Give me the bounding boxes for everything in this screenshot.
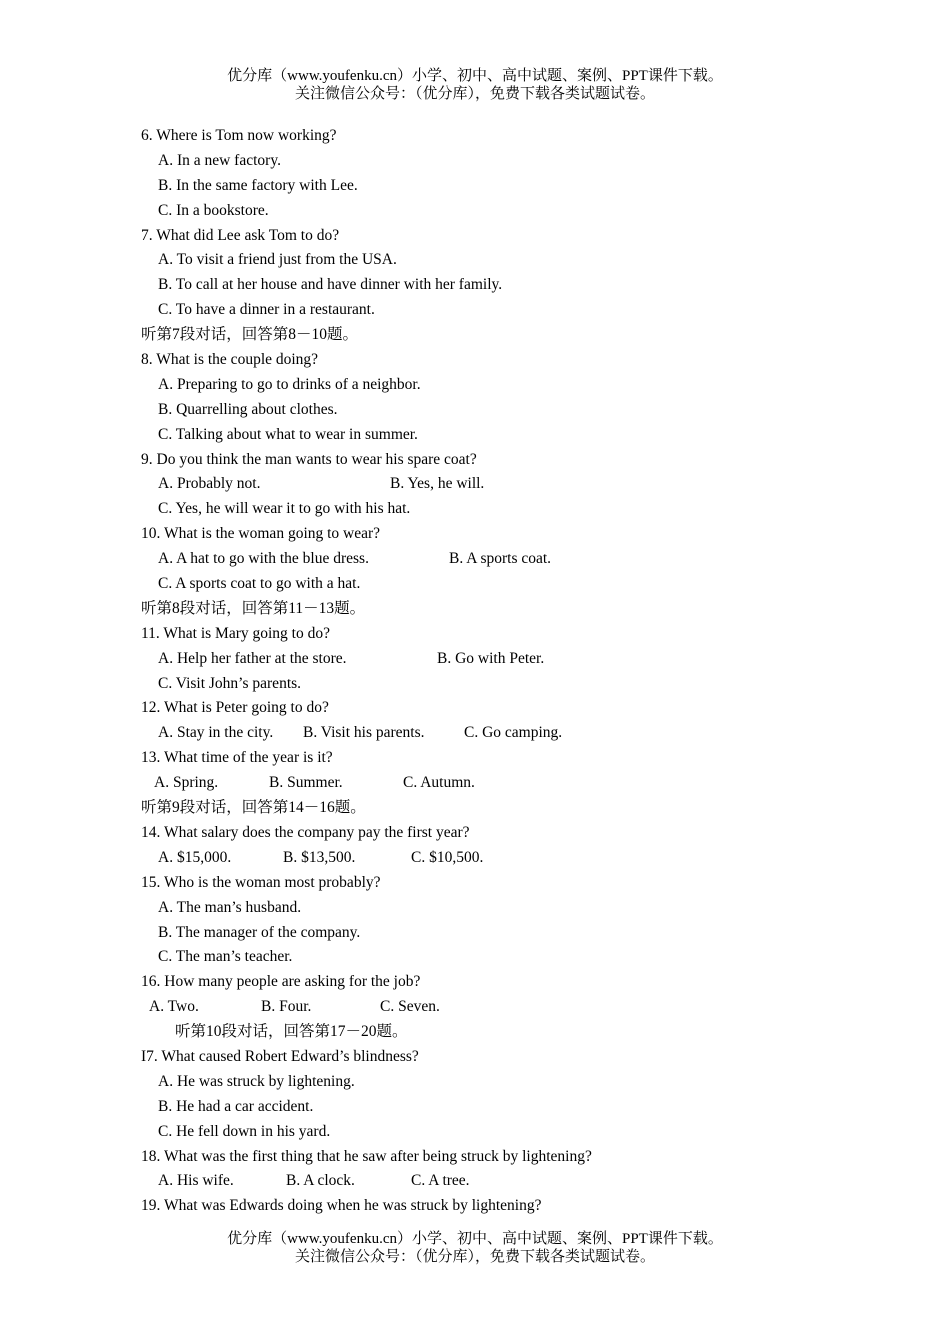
option-text: C. Visit John’s parents. <box>158 674 302 692</box>
option-line <box>141 846 901 871</box>
option-text: C. $10,500. <box>411 848 484 866</box>
header-line-2: 关注微信公众号：（优分库），免费下载各类试题试卷。 <box>294 86 655 102</box>
option-text: C. In a bookstore. <box>158 201 269 219</box>
option-line <box>141 497 901 522</box>
option-text: B. Quarrelling about clothes. <box>158 400 338 418</box>
section-text: 听第8段对话，回答第11－13题。 <box>141 599 366 617</box>
question-text: 7. What did Lee ask Tom to do? <box>141 226 340 244</box>
option-text: C. A tree. <box>411 1172 470 1190</box>
option-text: A. Preparing to go to drinks of a neighbor. <box>158 375 421 393</box>
option-text: C. Yes, he will wear it to go with his hat. <box>158 500 411 518</box>
option-line <box>141 472 901 497</box>
option-text: A. He was struck by lightening. <box>158 1072 355 1090</box>
question-line <box>141 970 901 995</box>
option-line <box>141 1120 901 1145</box>
option-text: B. Four. <box>261 998 312 1016</box>
option-text: B. Yes, he will. <box>390 475 485 493</box>
option-text: A. Two. <box>149 998 199 1016</box>
option-text: A. Help her father at the store. <box>158 649 347 667</box>
option-line <box>141 248 901 273</box>
option-text: B. To call at her house and have dinner with her family. <box>158 276 503 294</box>
question-text: 13. What time of the year is it? <box>141 749 333 767</box>
option-line <box>141 945 901 970</box>
option-line <box>141 896 901 921</box>
question-line <box>141 448 901 473</box>
option-line <box>141 298 901 323</box>
option-line <box>141 373 901 398</box>
option-text: A. To visit a friend just from the USA. <box>158 251 397 269</box>
question-line <box>141 522 901 547</box>
section-heading <box>141 1020 901 1045</box>
question-line <box>141 348 901 373</box>
section-heading <box>141 323 901 348</box>
question-text: 18. What was the first thing that he saw after being struck by lightening? <box>141 1147 592 1165</box>
question-text: 10. What is the woman going to wear? <box>141 525 381 543</box>
option-line <box>141 174 901 199</box>
header-line-1: 优分库（www.youfenku.cn）小学、初中、高中试题、案例、PPT课件下载。 <box>227 68 723 84</box>
question-line <box>141 871 901 896</box>
option-text: C. The man’s teacher. <box>158 948 293 966</box>
option-line <box>141 1169 901 1194</box>
option-line <box>141 199 901 224</box>
option-line <box>141 921 901 946</box>
page-header <box>0 67 950 103</box>
question-text: 16. How many people are asking for the job? <box>141 973 421 991</box>
question-line <box>141 696 901 721</box>
option-text: A. Probably not. <box>158 475 261 493</box>
question-line <box>141 1194 901 1219</box>
option-text: A. A hat to go with the blue dress. <box>158 550 369 568</box>
option-line <box>141 423 901 448</box>
question-text: 11. What is Mary going to do? <box>141 624 330 642</box>
question-text: 12. What is Peter going to do? <box>141 699 329 717</box>
option-text: A. $15,000. <box>158 848 232 866</box>
option-line <box>141 771 901 796</box>
option-text: B. A sports coat. <box>449 550 552 568</box>
option-text: A. His wife. <box>158 1172 234 1190</box>
option-text: B. Summer. <box>269 774 343 792</box>
question-text: I7. What caused Robert Edward’s blindness? <box>141 1047 419 1065</box>
question-line <box>141 224 901 249</box>
page-footer <box>0 1230 950 1266</box>
option-line <box>141 547 901 572</box>
option-line <box>141 721 901 746</box>
question-line <box>141 746 901 771</box>
question-line <box>141 124 901 149</box>
option-line <box>141 149 901 174</box>
option-text: C. To have a dinner in a restaurant. <box>158 301 375 319</box>
question-text: 8. What is the couple doing? <box>141 351 319 369</box>
section-text: 听第10段对话，回答第17－20题。 <box>175 1023 408 1041</box>
question-text: 15. Who is the woman most probably? <box>141 873 381 891</box>
option-text: C. Talking about what to wear in summer. <box>158 425 418 443</box>
option-line <box>141 647 901 672</box>
footer-line-2: 关注微信公众号：（优分库），免费下载各类试题试卷。 <box>294 1249 655 1265</box>
section-text: 听第9段对话，回答第14－16题。 <box>141 799 366 817</box>
option-text: C. Seven. <box>380 998 440 1016</box>
question-text: 19. What was Edwards doing when he was struck by lightening? <box>141 1197 542 1215</box>
option-text: C. A sports coat to go with a hat. <box>158 575 361 593</box>
option-text: A. The man’s husband. <box>158 898 302 916</box>
question-line <box>141 1145 901 1170</box>
option-text: C. Autumn. <box>403 774 475 792</box>
option-line <box>141 1095 901 1120</box>
section-text: 听第7段对话，回答第8－10题。 <box>141 326 359 344</box>
option-text: B. He had a car accident. <box>158 1097 314 1115</box>
option-line <box>141 1070 901 1095</box>
question-text: 9. Do you think the man wants to wear his spare coat? <box>141 450 477 468</box>
option-line <box>141 672 901 697</box>
option-text: B. Visit his parents. <box>303 724 425 742</box>
option-line <box>141 398 901 423</box>
option-text: B. In the same factory with Lee. <box>158 176 358 194</box>
option-text: A. Stay in the city. <box>158 724 274 742</box>
question-text: 14. What salary does the company pay the first year? <box>141 823 470 841</box>
option-text: B. Go with Peter. <box>437 649 545 667</box>
option-text: B. A clock. <box>286 1172 355 1190</box>
footer-line-1: 优分库（www.youfenku.cn）小学、初中、高中试题、案例、PPT课件下载。 <box>227 1231 723 1247</box>
option-text: A. In a new factory. <box>158 151 281 169</box>
exam-content <box>141 124 901 1219</box>
section-heading <box>141 796 901 821</box>
question-text: 6. Where is Tom now working? <box>141 127 337 144</box>
section-heading <box>141 597 901 622</box>
question-line <box>141 1045 901 1070</box>
option-text: C. Go camping. <box>464 724 563 742</box>
question-line <box>141 622 901 647</box>
option-line <box>141 995 901 1020</box>
option-text: C. He fell down in his yard. <box>158 1122 331 1140</box>
option-text: A. Spring. <box>154 774 219 792</box>
option-text: B. $13,500. <box>283 848 356 866</box>
option-text: B. The manager of the company. <box>158 923 361 941</box>
option-line <box>141 273 901 298</box>
option-line <box>141 572 901 597</box>
question-line <box>141 821 901 846</box>
